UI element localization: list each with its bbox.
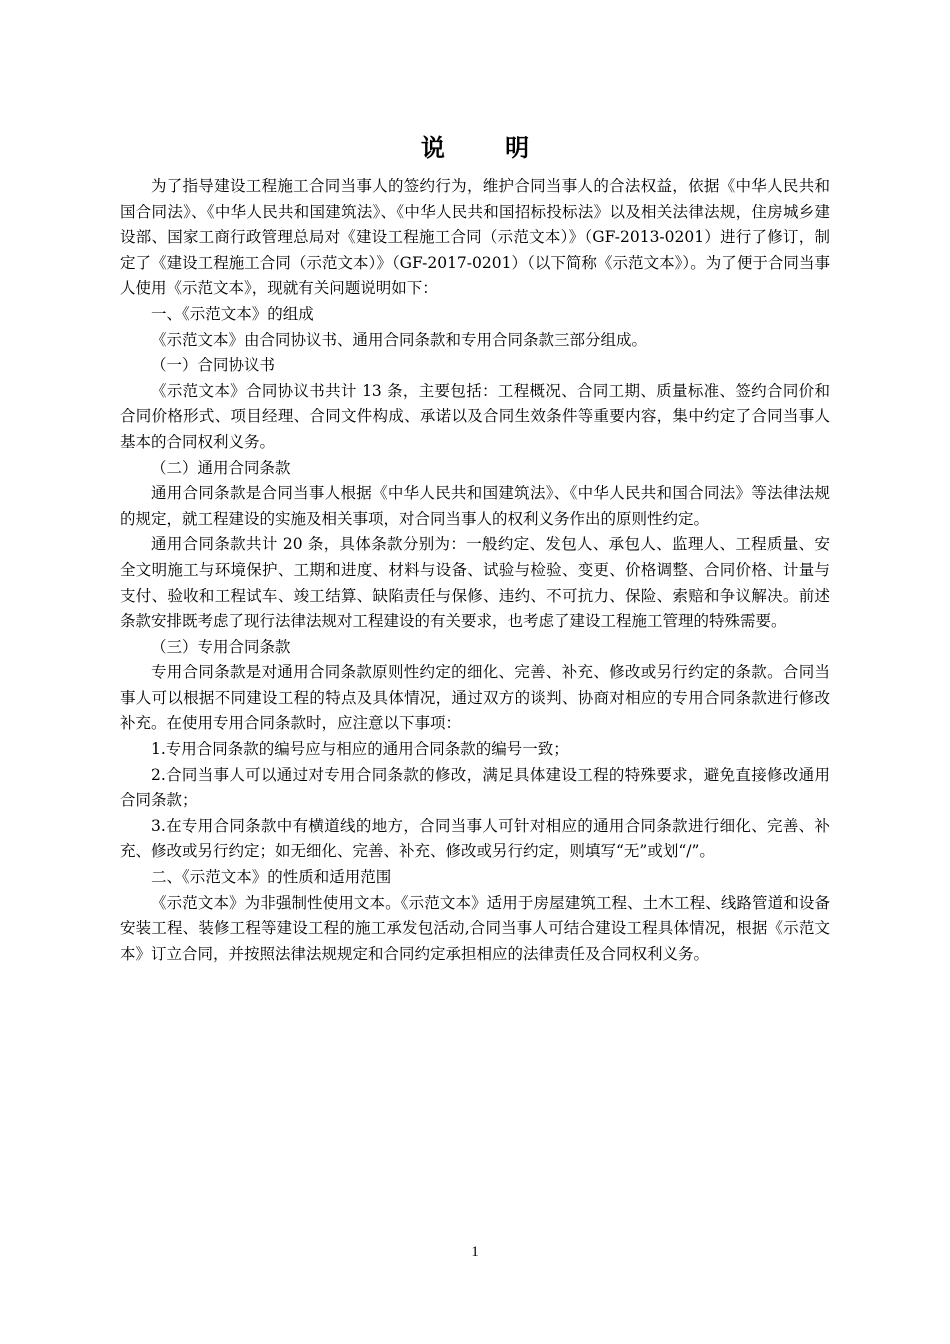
special-terms-paragraph: 专用合同条款是对通用合同条款原则性约定的细化、完善、补充、修改或另行约定的条款。合同当事人可以根据不同建设工程的特点及具体情况，通过双方的谈判、协商对相应的专用合同条款进行修改补充。在使用专用合同条款时，应注意以下事项： xyxy=(120,663,830,733)
general-terms-paragraph: 通用合同条款是合同当事人根据《中华人民共和国建筑法》、《中华人民共和国合同法》等法律法规的规定，就工程建设的实施及相关事项，对合同当事人的权利义务作出的原则性约定。 xyxy=(120,484,830,528)
special-terms-item-2: 2.合同当事人可以通过对专用合同条款的修改，满足具体建设工程的特殊要求，避免直接修改通用合同条款； xyxy=(120,765,830,810)
agreement-paragraph: 《示范文本》合同协议书共计 13 条，主要包括：工程概况、合同工期、质量标准、签约合同价和合同价格形式、项目经理、合同文件构成、承诺以及合同生效条件等重要内容，集中约定了合同当事人基本的合同权利义务。 xyxy=(120,381,830,451)
special-terms-item-1: 1.专用合同条款的编号应与相应的通用合同条款的编号一致； xyxy=(151,740,569,759)
intro-paragraph: 为了指导建设工程施工合同当事人的签约行为，维护合同当事人的合法权益，依据《中华人民共和国合同法》、《中华人民共和国建筑法》、《中华人民共和国招标投标法》以及相关法律法规，住房城乡建设部、国家工商行政管理总局对《建设工程施工合同（示范文本）》（GF-2013-0201）进行了修订，制定了《建设工程施工合同（示范文本）》（GF-2017-0201）（以下简称《示范文本》）。为了便于合同当事人使用《示范文本》，现就有关问题说明如下： xyxy=(120,177,830,298)
page-number: 1 xyxy=(471,1244,479,1260)
section-heading-composition: 一、《示范文本》的组成 xyxy=(151,304,314,323)
document-title: 说 明 xyxy=(420,133,556,162)
special-terms-item-3: 3.在专用合同条款中有横道线的地方，合同当事人可针对相应的通用合同条款进行细化、完善、补充、修改或另行约定；如无细化、完善、补充、修改或另行约定，则填写“无”或划“/”。 xyxy=(120,816,830,861)
nature-scope-paragraph: 《示范文本》为非强制性使用文本。《示范文本》适用于房屋建筑工程、土木工程、线路管道和设备安装工程、装修工程等建设工程的施工承发包活动,合同当事人可结合建设工程具体情况，根据《示范文本》订立合同，并按照法律法规规定和合同约定承担相应的法律责任及合同权利义务。 xyxy=(120,893,830,963)
section-heading-nature-scope: 二、《示范文本》的性质和适用范围 xyxy=(151,868,392,887)
composition-paragraph: 《示范文本》由合同协议书、通用合同条款和专用合同条款三部分组成。 xyxy=(151,330,648,349)
subsection-heading-general-terms: （二）通用合同条款 xyxy=(151,458,291,477)
subsection-heading-special-terms: （三）专用合同条款 xyxy=(151,637,291,656)
subsection-heading-agreement: （一）合同协议书 xyxy=(151,356,276,375)
document-page xyxy=(120,130,830,967)
general-terms-list-paragraph: 通用合同条款共计 20 条，具体条款分别为：一般约定、发包人、承包人、监理人、工程质量、安全文明施工与环境保护、工期和进度、材料与设备、试验与检验、变更、价格调整、合同价格、计量与支付、验收和工程试车、竣工结算、缺陷责任与保修、违约、不可抗力、保险、索赔和争议解决。前述条款安排既考虑了现行法律法规对工程建设的有关要求，也考虑了建设工程施工管理的特殊需要。 xyxy=(120,535,830,631)
